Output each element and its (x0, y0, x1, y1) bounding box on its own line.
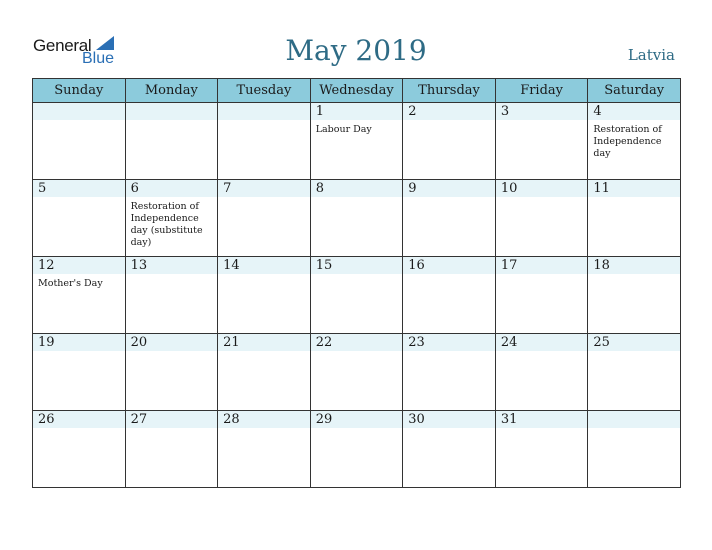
week-row (33, 334, 681, 411)
day-cell (310, 411, 403, 488)
day-cell (218, 103, 311, 180)
calendar-grid (32, 78, 681, 488)
day-cell (33, 103, 126, 180)
day-number: 17 (500, 258, 518, 273)
weekday-header: Thursday (403, 79, 496, 103)
day-cell (403, 334, 496, 411)
week-row (33, 180, 681, 257)
day-number: 25 (593, 335, 610, 350)
day-number: 9 (408, 181, 417, 196)
day-number: 23 (408, 335, 425, 350)
day-number-band (33, 103, 125, 120)
day-cell (310, 257, 403, 334)
day-cell (588, 334, 681, 411)
day-cell (218, 411, 311, 488)
day-number: 2 (408, 104, 417, 119)
logo-text-general: General (33, 36, 92, 55)
day-cell (125, 411, 218, 488)
country-name: Latvia (627, 46, 675, 64)
day-number: 3 (500, 104, 510, 119)
holiday-label: Restoration of Independence day (593, 124, 662, 159)
holiday-label: Mother's Day (38, 278, 103, 289)
day-cell (218, 257, 311, 334)
weekday-header: Saturday (588, 79, 681, 103)
day-number-band (218, 103, 310, 120)
day-number: 29 (315, 412, 333, 427)
day-number: 28 (223, 412, 240, 427)
day-number: 24 (500, 335, 518, 350)
weekday-header-row (33, 79, 681, 103)
week-row (33, 257, 681, 334)
day-cell (310, 103, 403, 180)
day-cell (495, 103, 588, 180)
day-cell (403, 411, 496, 488)
holiday-label: Labour Day (315, 124, 372, 135)
day-number: 21 (223, 335, 240, 350)
day-cell (125, 103, 218, 180)
day-number: 26 (38, 412, 55, 427)
day-number: 4 (593, 104, 602, 119)
day-number: 14 (223, 258, 240, 273)
day-cell (218, 334, 311, 411)
day-cell (403, 180, 496, 257)
day-number: 27 (130, 412, 148, 427)
day-number-band (126, 103, 218, 120)
day-number-band (403, 180, 495, 197)
day-number: 5 (38, 181, 47, 196)
day-cell (33, 334, 126, 411)
day-cell (403, 103, 496, 180)
day-number-band (588, 103, 680, 120)
day-number: 11 (593, 181, 610, 196)
day-number: 15 (315, 258, 333, 273)
day-number-band (218, 180, 310, 197)
day-number: 8 (315, 181, 324, 196)
day-cell (310, 180, 403, 257)
day-cell (495, 180, 588, 257)
weekday-header: Tuesday (218, 79, 311, 103)
day-cell (588, 103, 681, 180)
weekday-header: Friday (495, 79, 588, 103)
day-cell (125, 180, 218, 257)
day-number-band (311, 103, 403, 120)
day-cell (218, 180, 311, 257)
day-cell (33, 411, 126, 488)
week-row (33, 411, 681, 488)
day-number: 13 (130, 258, 148, 273)
day-cell (310, 334, 403, 411)
week-row (33, 103, 681, 180)
day-number-band (126, 180, 218, 197)
day-number: 20 (130, 335, 148, 350)
calendar-title: May 2019 (285, 34, 427, 67)
day-cell (588, 411, 681, 488)
day-number-band (33, 180, 125, 197)
day-cell (495, 257, 588, 334)
day-number-band (403, 103, 495, 120)
day-number: 10 (500, 181, 518, 196)
day-number: 18 (593, 258, 610, 273)
day-cell (495, 334, 588, 411)
day-cell (33, 257, 126, 334)
day-number: 6 (130, 181, 139, 196)
day-number: 12 (38, 258, 55, 273)
weekday-header: Wednesday (310, 79, 403, 103)
day-cell (403, 257, 496, 334)
day-cell (495, 411, 588, 488)
weekday-header: Monday (125, 79, 218, 103)
day-cell (125, 257, 218, 334)
day-number: 7 (223, 181, 232, 196)
day-number: 31 (500, 412, 518, 427)
logo-text-blue: Blue (82, 50, 115, 67)
day-number: 22 (315, 335, 333, 350)
day-number: 30 (408, 412, 425, 427)
day-cell (588, 180, 681, 257)
day-number: 19 (38, 335, 55, 350)
day-cell (33, 180, 126, 257)
day-number-band (588, 411, 680, 428)
day-number: 1 (315, 104, 324, 119)
day-cell (588, 257, 681, 334)
weekday-header: Sunday (33, 79, 126, 103)
holiday-label: Restoration of Independence day (substitute day) (130, 201, 203, 248)
day-cell (125, 334, 218, 411)
day-number: 16 (408, 258, 425, 273)
day-number-band (496, 103, 588, 120)
day-number-band (311, 180, 403, 197)
